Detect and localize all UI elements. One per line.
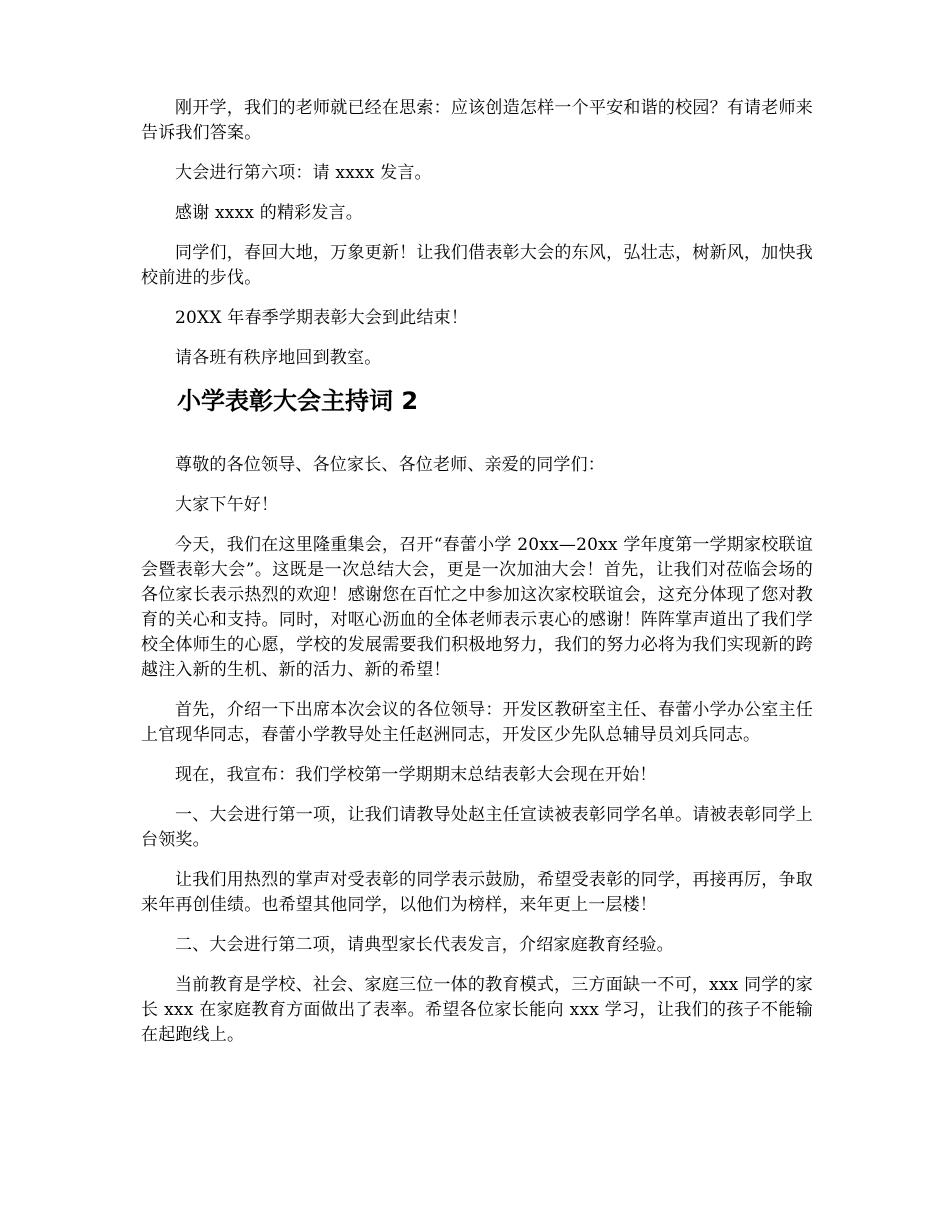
paragraph: 大会进行第六项：请 xxxx 发言。 bbox=[175, 163, 432, 183]
section-heading: 小学表彰大会主持词 2 bbox=[177, 387, 419, 415]
paragraph: 今天，我们在这里隆重集会，召开“春蕾小学 20xx—20xx 学年度第一学期家校联谊会暨表彰大会”。这既是一次总结大会，更是一次加油大会！首先，让我们对莅临会场的各位家长表示热烈的欢迎！感谢您在百忙之中参加这次家校联谊会，这充分体现了您对教育的关心和支持。同时，对呕心沥血的全体老师表示衷心的感谢！阵阵掌声道出了我们学校全体师生的心愿，学校的发展需要我们积极地努力，我们的努力必将为我们实现新的跨越注入新的生机、新的活力、新的希望！ bbox=[141, 535, 813, 680]
paragraph: 首先，介绍一下出席本次会议的各位领导：开发区教研室主任、春蕾小学办公室主任上官现华同志，春蕾小学教导处主任赵洲同志，开发区少先队总辅导员刘兵同志。 bbox=[141, 700, 813, 745]
paragraph: 二、大会进行第二项，请典型家长代表发言，介绍家庭教育经验。 bbox=[175, 935, 674, 955]
document-page bbox=[141, 96, 813, 1063]
paragraph: 现在，我宣布：我们学校第一学期期末总结表彰大会现在开始！ bbox=[175, 765, 657, 785]
paragraph: 请各班有秩序地回到教室。 bbox=[175, 348, 382, 368]
paragraph: 让我们用热烈的掌声对受表彰的同学表示鼓励，希望受表彰的同学，再接再厉，争取来年再创佳绩。也希望其他同学，以他们为榜样，来年更上一层楼！ bbox=[141, 870, 813, 915]
paragraph: 感谢 xxxx 的精彩发言。 bbox=[175, 203, 363, 223]
paragraph: 大家下午好！ bbox=[175, 495, 279, 515]
paragraph: 尊敬的各位领导、各位家长、各位老师、亲爱的同学们： bbox=[175, 455, 605, 475]
paragraph: 刚开学，我们的老师就已经在思索：应该创造怎样一个平安和谐的校园？有请老师来告诉我们答案。 bbox=[141, 98, 813, 143]
paragraph: 当前教育是学校、社会、家庭三位一体的教育模式，三方面缺一不可，xxx 同学的家长 xxx 在家庭教育方面做出了表率。希望各位家长能向 xxx 学习，让我们的孩子不能输在起跑线上。 bbox=[141, 975, 813, 1045]
paragraph: 同学们，春回大地，万象更新！让我们借表彰大会的东风，弘壮志，树新风，加快我校前进的步伐。 bbox=[141, 243, 813, 288]
paragraph: 20XX 年春季学期表彰大会到此结束！ bbox=[175, 308, 469, 328]
paragraph: 一、大会进行第一项，让我们请教导处赵主任宣读被表彰同学名单。请被表彰同学上台领奖。 bbox=[141, 805, 813, 850]
